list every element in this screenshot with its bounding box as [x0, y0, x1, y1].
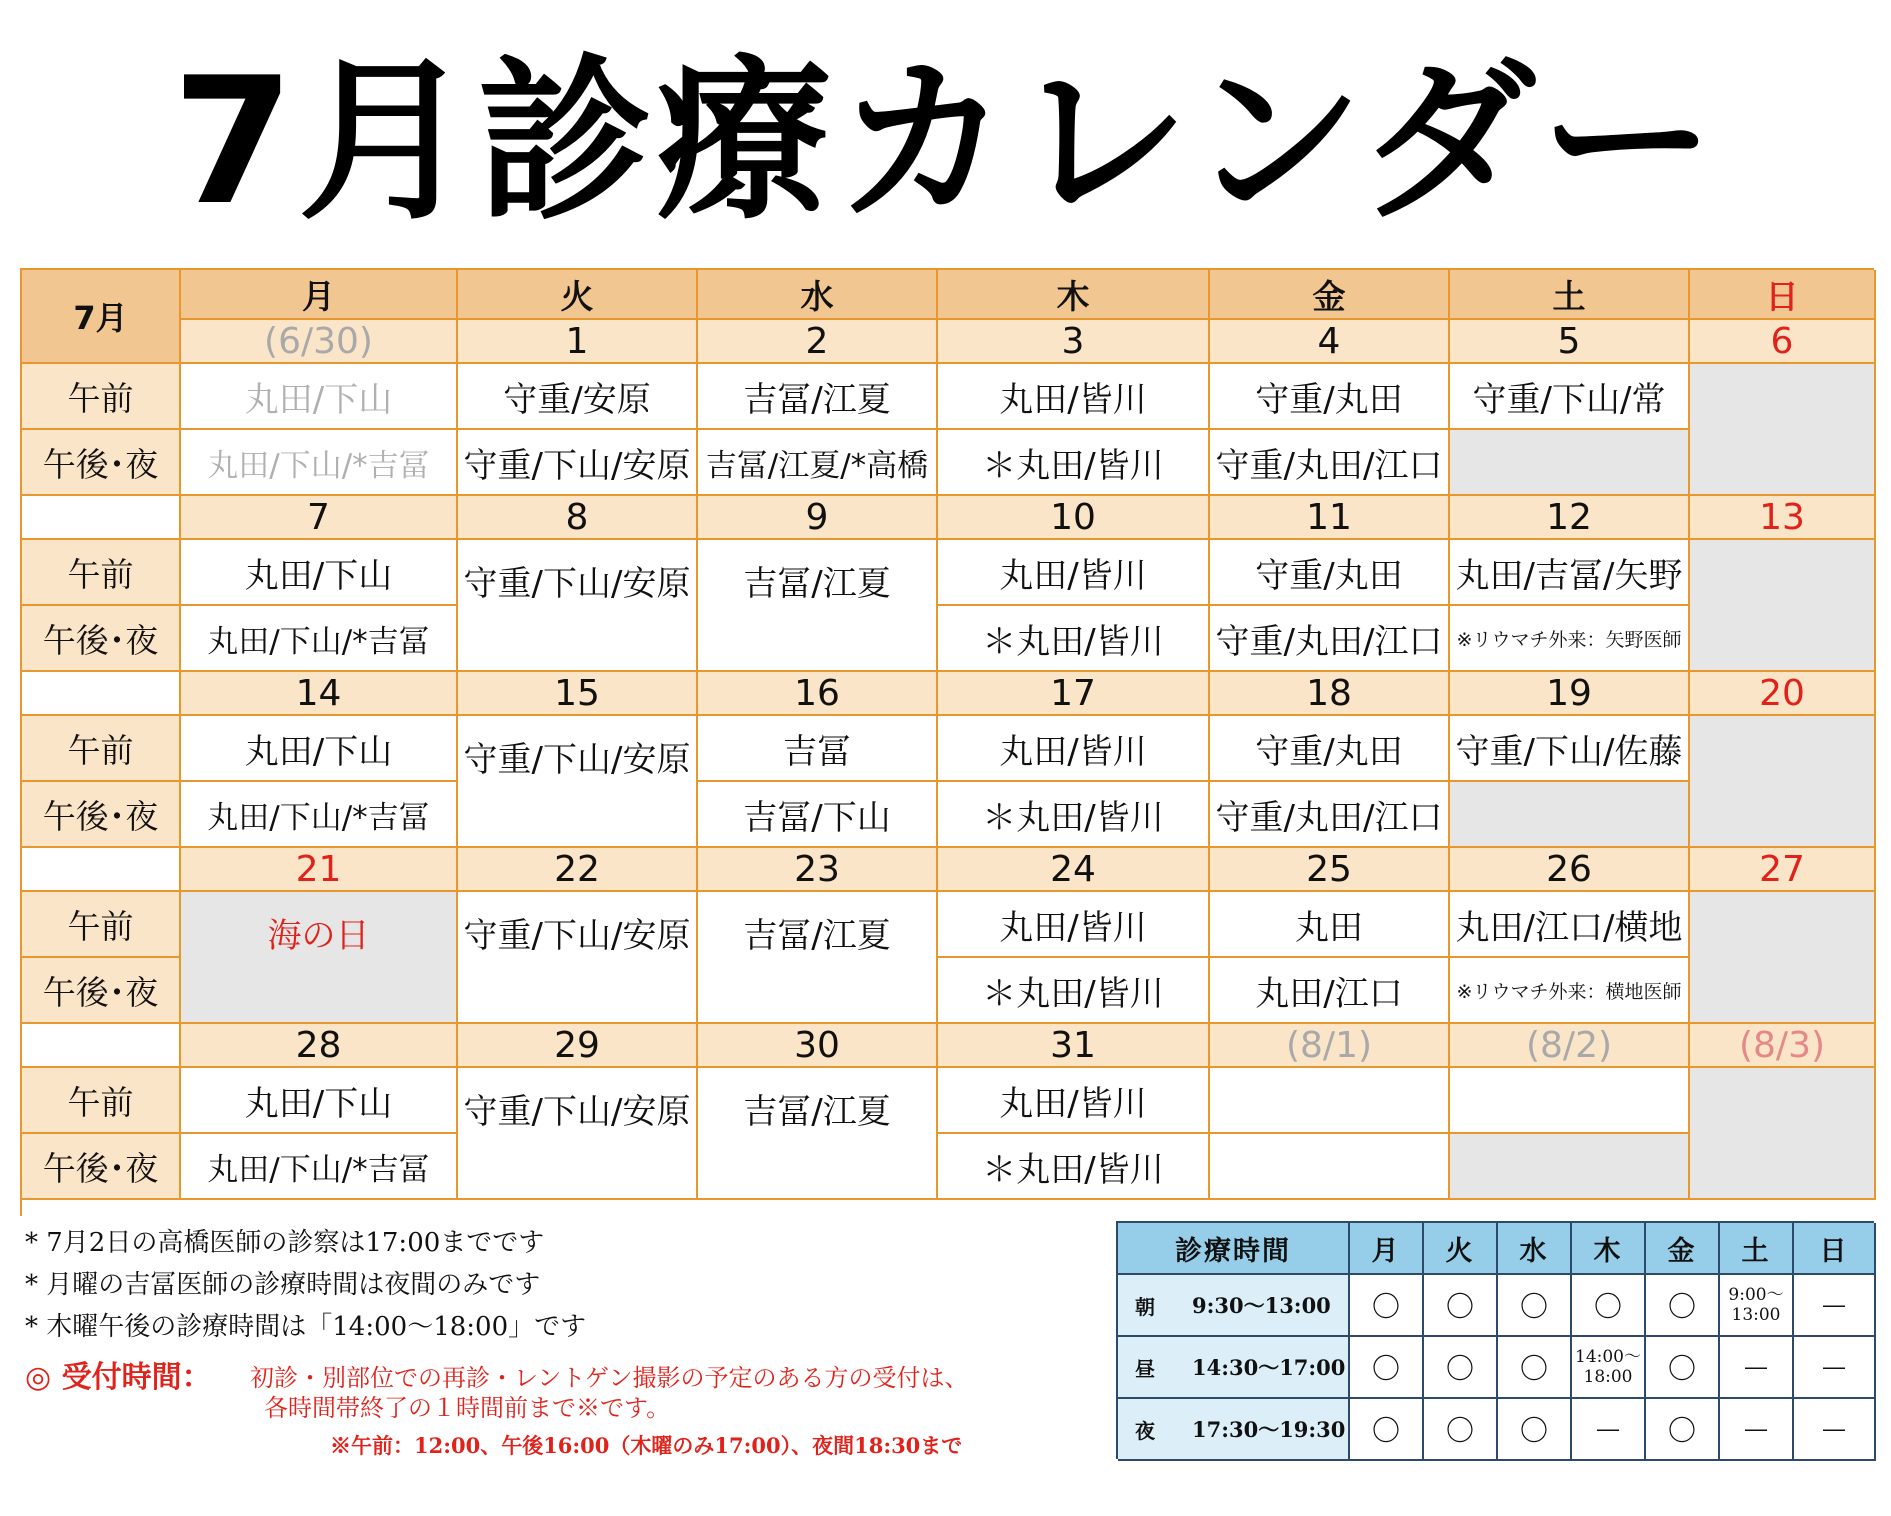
footnote: * 7月2日の高橋医師の診察は17:00までです: [25, 1228, 545, 1258]
hours-value: 14:00～ 18:00: [1572, 1337, 1646, 1399]
date-cell: 29: [458, 1024, 698, 1068]
schedule-am: 丸田/下山: [181, 364, 458, 430]
schedule-am: 丸田/皆川: [938, 540, 1210, 606]
period-time: 17:30～19:30: [1192, 1417, 1346, 1442]
weekday-mon: 月: [181, 270, 458, 320]
date-cell: (8/3): [1690, 1024, 1876, 1068]
pm-label: 午後･夜: [22, 958, 181, 1024]
date-cell: 1: [458, 320, 698, 364]
closed-cell: [1450, 430, 1690, 496]
schedule-am: 丸田/皆川: [938, 716, 1210, 782]
date-cell: (6/30): [181, 320, 458, 364]
date-cell: 24: [938, 848, 1210, 892]
schedule-pm: 守重/下山/安原: [458, 430, 698, 496]
schedule-am: 吉冨/江夏: [698, 364, 938, 430]
schedule-pm: 丸田/下山/*吉冨: [181, 430, 458, 496]
schedule-am: [1450, 1068, 1690, 1134]
closed-cell: [1690, 892, 1876, 1024]
footnote: * 月曜の吉冨医師の診療時間は夜間のみです: [25, 1270, 541, 1300]
week-spacer: [22, 496, 181, 540]
schedule-am: 守重/丸田: [1210, 364, 1450, 430]
hours-row-label: [1118, 1275, 1350, 1337]
schedule-pm: [1210, 1134, 1450, 1200]
date-cell: 10: [938, 496, 1210, 540]
hours-header: 診療時間: [1118, 1223, 1350, 1275]
date-cell: 2: [698, 320, 938, 364]
week-spacer: [22, 1024, 181, 1068]
reception-text-2: 各時間帯終了の１時間前まで※です。: [264, 1394, 671, 1422]
date-cell: 3: [938, 320, 1210, 364]
schedule-am: 吉冨: [698, 716, 938, 782]
schedule-pm: ＊丸田/皆川: [938, 1134, 1210, 1200]
schedule-am: 守重/安原: [458, 364, 698, 430]
date-cell: 27: [1690, 848, 1876, 892]
schedule-am: 丸田/皆川: [938, 364, 1210, 430]
reception-note: ※午前：12:00、午後16:00（木曜のみ17:00）、夜間18:30まで: [330, 1433, 963, 1458]
hours-day-wed: 水: [1498, 1223, 1572, 1275]
hours-value: 〇: [1350, 1275, 1424, 1337]
date-cell: (8/2): [1450, 1024, 1690, 1068]
schedule-am: 丸田/吉冨/矢野: [1450, 540, 1690, 606]
hours-day-fri: 金: [1646, 1223, 1720, 1275]
date-cell: 19: [1450, 672, 1690, 716]
weekday-fri: 金: [1210, 270, 1450, 320]
calendar-grid: [20, 268, 1874, 1216]
hours-value: ―: [1720, 1399, 1794, 1461]
date-cell: 6: [1690, 320, 1876, 364]
schedule-pm: 丸田/下山/*吉冨: [181, 1134, 458, 1200]
schedule-pm: 丸田/下山/*吉冨: [181, 606, 458, 672]
hours-value: 〇: [1498, 1337, 1572, 1399]
pm-label: 午後･夜: [22, 430, 181, 496]
closed-cell: [1450, 1134, 1690, 1200]
weekday-thu: 木: [938, 270, 1210, 320]
hours-value: 〇: [1424, 1275, 1498, 1337]
date-cell: 17: [938, 672, 1210, 716]
date-cell: 5: [1450, 320, 1690, 364]
schedule-pm: ＊丸田/皆川: [938, 606, 1210, 672]
hours-value: 9:00～ 13:00: [1720, 1275, 1794, 1337]
period-time: 14:30～17:00: [1192, 1355, 1346, 1380]
date-cell: 16: [698, 672, 938, 716]
period-label: 夜: [1135, 1418, 1155, 1443]
hours-day-tue: 火: [1424, 1223, 1498, 1275]
hours-day-thu: 木: [1572, 1223, 1646, 1275]
date-cell: 8: [458, 496, 698, 540]
date-cell: 13: [1690, 496, 1876, 540]
schedule-am: 守重/丸田: [1210, 540, 1450, 606]
date-cell: 31: [938, 1024, 1210, 1068]
hours-value: 〇: [1572, 1275, 1646, 1337]
closed-cell: [1690, 716, 1876, 848]
date-cell: 12: [1450, 496, 1690, 540]
date-cell: 7: [181, 496, 458, 540]
hours-value: ―: [1794, 1399, 1876, 1461]
date-cell: 18: [1210, 672, 1450, 716]
schedule-am: 吉冨/江夏: [698, 892, 938, 1024]
am-label: 午前: [22, 716, 181, 782]
schedule-am: 吉冨/江夏: [698, 540, 938, 672]
hours-value: ―: [1720, 1337, 1794, 1399]
rheumatology-note: ※リウマチ外来：矢野医師: [1450, 606, 1690, 672]
schedule-pm: 丸田/下山/*吉冨: [181, 782, 458, 848]
schedule-am: 守重/下山/安原: [458, 892, 698, 1024]
hours-value: 〇: [1350, 1337, 1424, 1399]
schedule-pm: 守重/丸田/江口: [1210, 782, 1450, 848]
date-cell: 28: [181, 1024, 458, 1068]
date-cell: 11: [1210, 496, 1450, 540]
hours-day-mon: 月: [1350, 1223, 1424, 1275]
hours-value: 〇: [1424, 1337, 1498, 1399]
schedule-am: 守重/下山/常: [1450, 364, 1690, 430]
pm-label: 午後･夜: [22, 782, 181, 848]
schedule-am: 守重/丸田: [1210, 716, 1450, 782]
weekday-tue: 火: [458, 270, 698, 320]
holiday-cell: 海の日: [181, 892, 458, 1024]
date-cell: 9: [698, 496, 938, 540]
am-label: 午前: [22, 540, 181, 606]
hours-day-sun: 日: [1794, 1223, 1876, 1275]
schedule-am: 守重/下山/安原: [458, 716, 698, 848]
hours-value: 〇: [1498, 1399, 1572, 1461]
schedule-am: 丸田: [1210, 892, 1450, 958]
date-cell: 4: [1210, 320, 1450, 364]
schedule-pm: 丸田/江口: [1210, 958, 1450, 1024]
date-cell: 15: [458, 672, 698, 716]
schedule-am: 吉冨/江夏: [698, 1068, 938, 1200]
schedule-pm: ＊丸田/皆川: [938, 958, 1210, 1024]
hours-row-label: [1118, 1337, 1350, 1399]
hours-value: 〇: [1646, 1275, 1720, 1337]
week-spacer: [22, 848, 181, 892]
weekday-sun: 日: [1690, 270, 1876, 320]
footnote: * 木曜午後の診療時間は「14:00～18:00」です: [25, 1312, 587, 1342]
schedule-am: 丸田/下山: [181, 540, 458, 606]
schedule-am: 守重/下山/安原: [458, 1068, 698, 1200]
period-label: 昼: [1135, 1356, 1155, 1381]
hours-value: 〇: [1498, 1275, 1572, 1337]
hours-row-label: [1118, 1399, 1350, 1461]
schedule-pm: 守重/丸田/江口: [1210, 606, 1450, 672]
am-label: 午前: [22, 892, 181, 958]
schedule-am: 丸田/皆川: [938, 1068, 1210, 1134]
closed-cell: [1690, 364, 1876, 496]
schedule-am: 守重/下山/佐藤: [1450, 716, 1690, 782]
hours-value: 〇: [1646, 1399, 1720, 1461]
month-label: 7月: [22, 270, 181, 364]
weekday-sat: 土: [1450, 270, 1690, 320]
date-cell: 14: [181, 672, 458, 716]
date-cell: 20: [1690, 672, 1876, 716]
hours-value: ―: [1572, 1399, 1646, 1461]
reception-block: [25, 1352, 212, 1396]
weekday-wed: 水: [698, 270, 938, 320]
period-time: 9:30～13:00: [1192, 1293, 1331, 1318]
hours-value: 〇: [1646, 1337, 1720, 1399]
reception-title: ◎ 受付時間：: [25, 1360, 212, 1395]
week-spacer: [22, 672, 181, 716]
hours-table: [1116, 1221, 1874, 1459]
date-cell: 26: [1450, 848, 1690, 892]
closed-cell: [1690, 1068, 1876, 1200]
hours-value: ―: [1794, 1275, 1876, 1337]
date-cell: 22: [458, 848, 698, 892]
hours-value: 〇: [1350, 1399, 1424, 1461]
hours-value: 〇: [1424, 1399, 1498, 1461]
schedule-pm: 吉冨/下山: [698, 782, 938, 848]
schedule-am: 守重/下山/安原: [458, 540, 698, 672]
schedule-pm: ＊丸田/皆川: [938, 430, 1210, 496]
closed-cell: [1450, 782, 1690, 848]
schedule-am: 丸田/皆川: [938, 892, 1210, 958]
hours-day-sat: 土: [1720, 1223, 1794, 1275]
schedule-pm: ＊丸田/皆川: [938, 782, 1210, 848]
pm-label: 午後･夜: [22, 1134, 181, 1200]
pm-label: 午後･夜: [22, 606, 181, 672]
schedule-am: 丸田/江口/横地: [1450, 892, 1690, 958]
schedule-am: 丸田/下山: [181, 1068, 458, 1134]
closed-cell: [1690, 540, 1876, 672]
am-label: 午前: [22, 364, 181, 430]
date-cell: 21: [181, 848, 458, 892]
am-label: 午前: [22, 1068, 181, 1134]
date-cell: 25: [1210, 848, 1450, 892]
hours-value: ―: [1794, 1337, 1876, 1399]
period-label: 朝: [1135, 1294, 1155, 1319]
date-cell: (8/1): [1210, 1024, 1450, 1068]
schedule-am: [1210, 1068, 1450, 1134]
reception-text-1: 初診・別部位での再診・レントゲン撮影の予定のある方の受付は、: [250, 1364, 969, 1392]
schedule-pm: 吉冨/江夏/*高橋: [698, 430, 938, 496]
rheumatology-note: ※リウマチ外来：横地医師: [1450, 958, 1690, 1024]
date-cell: 23: [698, 848, 938, 892]
schedule-am: 丸田/下山: [181, 716, 458, 782]
page-title: 7月診療カレンダー: [172, 41, 1719, 244]
date-cell: 30: [698, 1024, 938, 1068]
schedule-pm: 守重/丸田/江口: [1210, 430, 1450, 496]
